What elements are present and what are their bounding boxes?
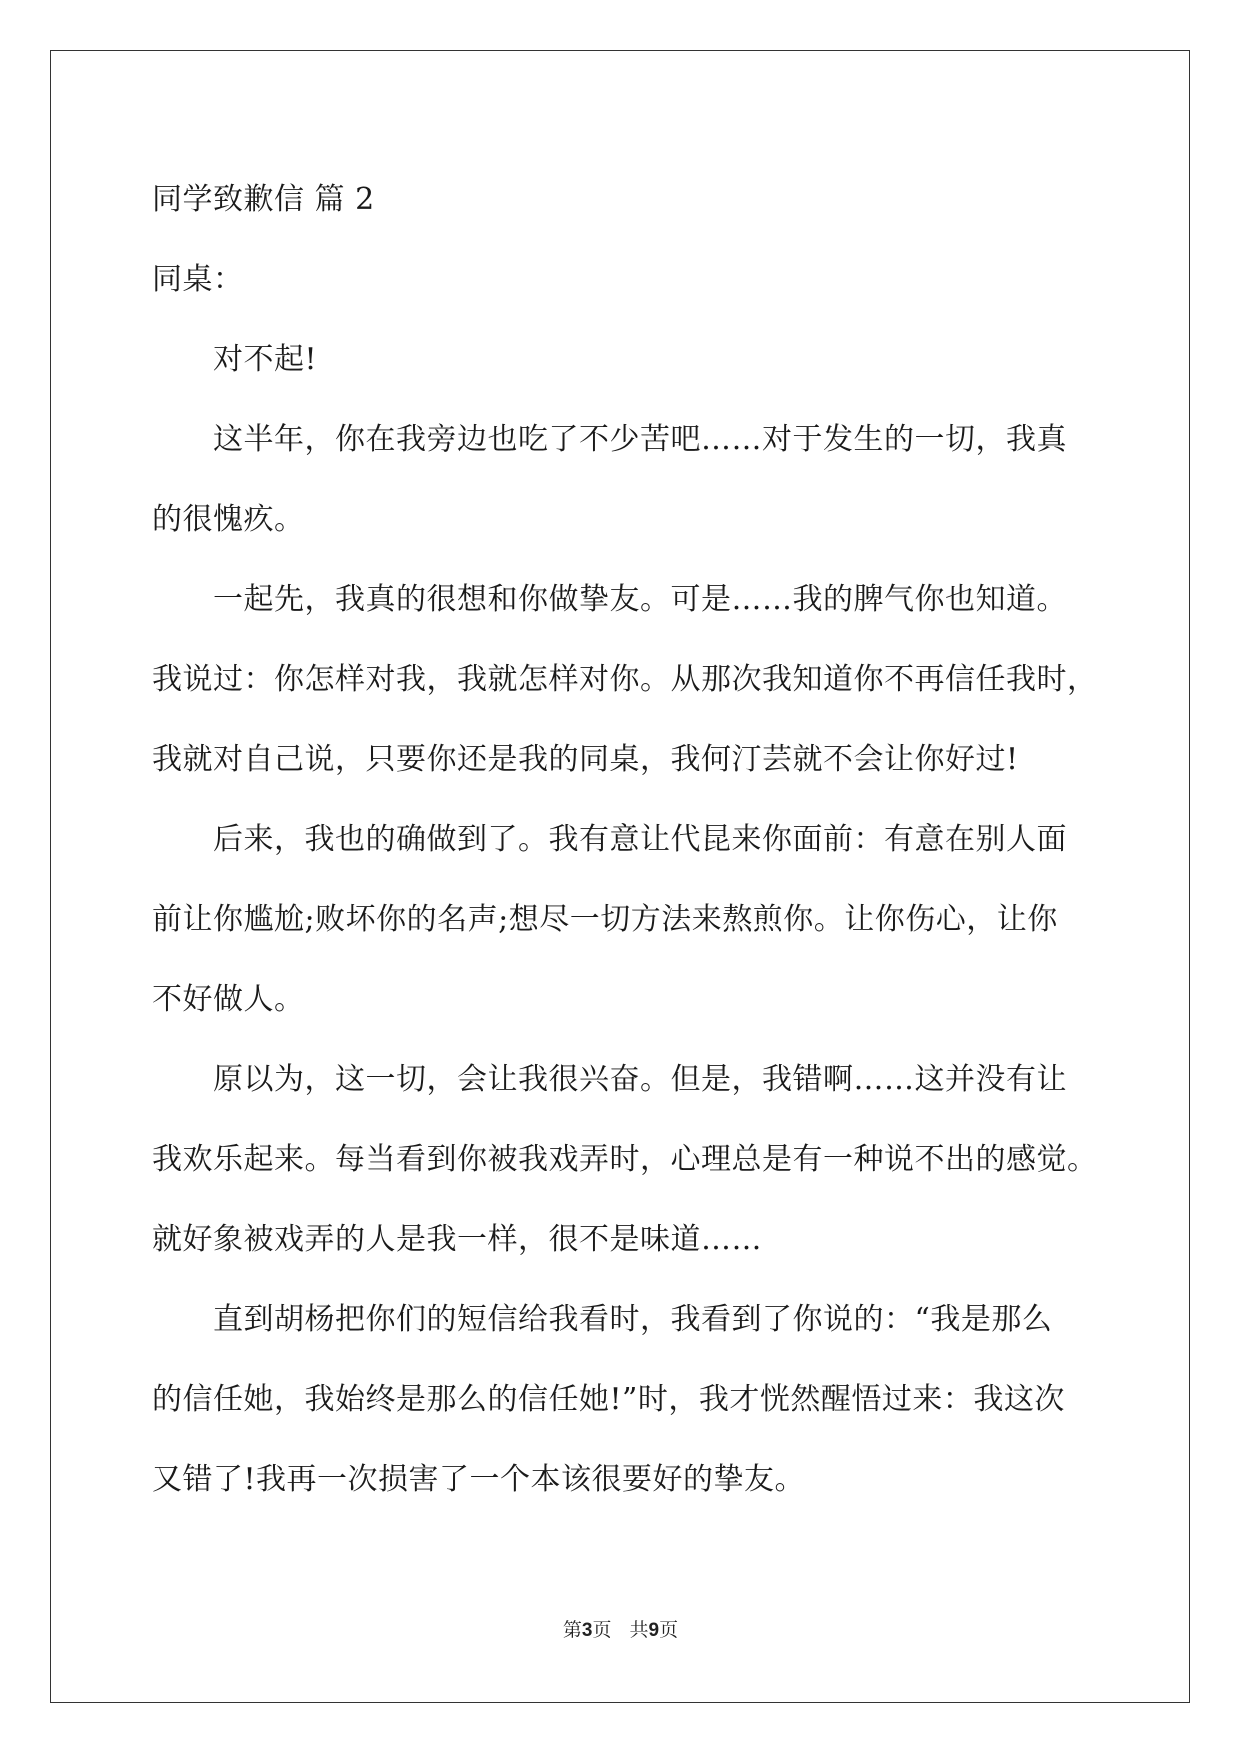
paragraph-line: 原以为，这一切，会让我很兴奋。但是，我错啊……这并没有让	[213, 1062, 1067, 1097]
paragraph-line: 的很愧疚。	[152, 502, 305, 537]
total-suffix: 页	[659, 1619, 679, 1641]
paragraph-line: 后来，我也的确做到了。我有意让代昆来你面前：有意在别人面	[213, 822, 1067, 857]
paragraph-line: 不好做人。	[152, 982, 305, 1017]
page-suffix: 页	[592, 1619, 612, 1641]
paragraph-line: 我欢乐起来。每当看到你被我戏弄时，心理总是有一种说不出的感觉。	[152, 1142, 1098, 1177]
paragraph-line: 这半年，你在我旁边也吃了不少苦吧……对于发生的一切，我真	[213, 422, 1067, 457]
current-page-number: 3	[581, 1620, 593, 1641]
total-page-number: 9	[648, 1620, 660, 1641]
paragraph-line: 直到胡杨把你们的短信给我看时，我看到了你说的：“我是那么	[213, 1302, 1053, 1337]
paragraph-line: 我就对自己说，只要你还是我的同桌，我何汀芸就不会让你好过!	[152, 742, 1019, 777]
document-body	[152, 160, 1098, 1520]
paragraph-line: 前让你尴尬;败坏你的名声;想尽一切方法来熬煎你。让你伤心，让你	[152, 902, 1058, 937]
paragraph-line: 一起先，我真的很想和你做挚友。可是……我的脾气你也知道。	[213, 582, 1067, 617]
page-footer	[0, 1618, 1241, 1643]
document-heading: 同学致歉信 篇 2	[152, 182, 375, 217]
paragraph-line: 我说过：你怎样对我，我就怎样对你。从那次我知道你不再信任我时，	[152, 662, 1098, 697]
paragraph-line: 的信任她，我始终是那么的信任她!”时，我才恍然醒悟过来：我这次	[152, 1382, 1065, 1417]
paragraph-line: 又错了!我再一次损害了一个本该很要好的挚友。	[152, 1462, 806, 1497]
total-prefix: 共	[629, 1619, 649, 1641]
paragraph-line: 对不起!	[213, 342, 318, 377]
salutation: 同桌：	[152, 262, 244, 297]
paragraph-line: 就好象被戏弄的人是我一样，很不是味道……	[152, 1222, 762, 1257]
page-prefix: 第	[562, 1619, 582, 1641]
